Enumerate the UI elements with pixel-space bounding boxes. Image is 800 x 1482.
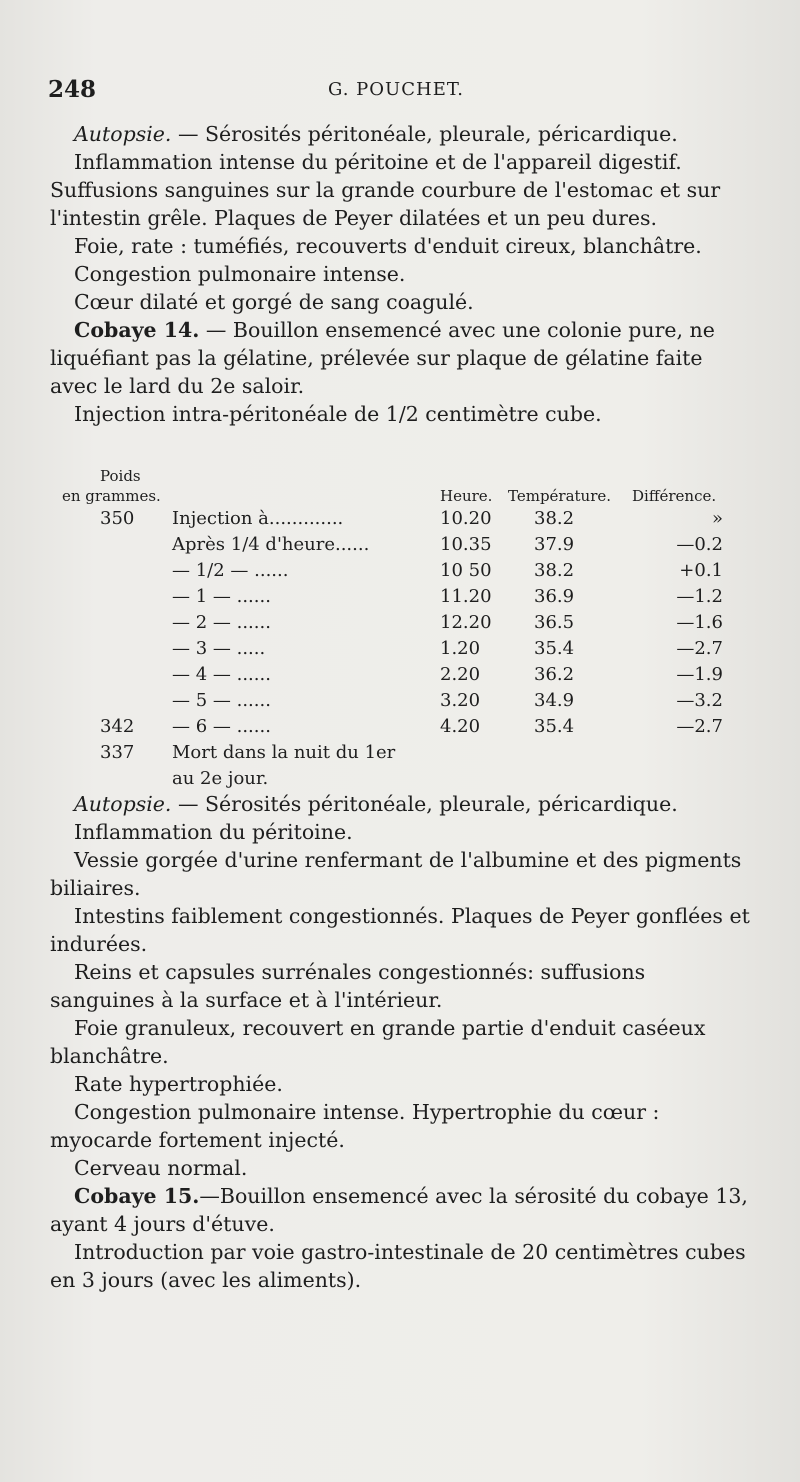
autopsy-label: Autopsie.: [74, 792, 172, 816]
temperature-cell: 36.9: [534, 586, 575, 607]
description-cell: — 6 — ......: [172, 716, 271, 737]
difference-cell: —1.9: [676, 664, 723, 685]
temperature-table: [62, 462, 742, 792]
autopsy-text: — Sérosités péritonéale, pleurale, péricardique.: [171, 792, 678, 816]
page-header: [48, 76, 760, 106]
table-row: [62, 532, 742, 558]
hour-cell: 11.20: [440, 586, 492, 607]
paragraph: Foie granuleux, recouvert en grande partie d'enduit caséeux blanchâtre.: [50, 1016, 706, 1068]
header-weight: Poids: [100, 467, 141, 485]
paragraph: Intestins faiblement congestionnés. Plaques de Peyer gonflées et indurées.: [50, 904, 750, 956]
description-cell: — 5 — ......: [172, 690, 271, 711]
hour-cell: 10 50: [440, 560, 492, 581]
hour-cell: 10.35: [440, 534, 492, 555]
temperature-cell: 35.4: [534, 716, 575, 737]
difference-cell: —1.2: [676, 586, 723, 607]
weight-cell: 337: [100, 742, 135, 763]
paragraph: Introduction par voie gastro-intestinale de 20 centimètres cubes en 3 jours (avec les aliments).: [50, 1240, 746, 1292]
table-row: [62, 662, 742, 688]
difference-cell: —3.2: [676, 690, 723, 711]
header-hour: Heure.: [440, 487, 493, 505]
table-row: [62, 506, 742, 532]
hour-cell: 10.20: [440, 508, 492, 529]
cobaye-paragraph: [50, 1182, 755, 1238]
autopsy-paragraph: [50, 120, 755, 148]
autopsy-text: — Sérosités péritonéale, pleurale, péricardique.: [171, 122, 678, 146]
cobaye-paragraph: [50, 316, 755, 400]
cobaye-label: Cobaye 14.: [74, 318, 200, 342]
header-weight-unit: en grammes.: [62, 487, 161, 505]
hour-cell: 1.20: [440, 638, 481, 659]
table-body: [62, 506, 742, 792]
cobaye-text: — Bouillon ensemencé avec une colonie pure, ne liquéfiant pas la gélatine, prélevée sur plaque de gélatine faite avec le lard du 2e saloir.: [50, 318, 715, 398]
temperature-cell: 36.5: [534, 612, 575, 633]
paragraph: Inflammation intense du péritoine et de l'appareil digestif. Suffusions sanguines sur la grande courbure de l'estomac et sur l'intestin grêle. Plaques de Peyer dilatées et un peu dures.: [50, 150, 721, 230]
description-cell: — 4 — ......: [172, 664, 271, 685]
cobaye-label: Cobaye 15.: [74, 1184, 200, 1208]
page-number: 248: [48, 76, 97, 103]
description-cell: au 2e jour.: [172, 768, 269, 789]
description-cell: — 1/2 — ......: [172, 560, 289, 581]
hour-cell: 4.20: [440, 716, 481, 737]
weight-cell: 342: [100, 716, 135, 737]
temperature-cell: 38.2: [534, 560, 575, 581]
description-cell: Après 1/4 d'heure......: [172, 534, 370, 555]
table-row: [62, 688, 742, 714]
header-temperature: Température.: [508, 487, 612, 505]
autopsy-paragraph: [50, 790, 755, 818]
table-row: [62, 714, 742, 740]
description-cell: — 1 — ......: [172, 586, 271, 607]
temperature-cell: 34.9: [534, 690, 575, 711]
running-head: G. POUCHET.: [328, 79, 464, 100]
hour-cell: 3.20: [440, 690, 481, 711]
difference-cell: —2.7: [676, 638, 723, 659]
paragraph: Congestion pulmonaire intense. Hypertrophie du cœur : myocarde fortement injecté.: [50, 1100, 660, 1152]
hour-cell: 2.20: [440, 664, 481, 685]
difference-cell: —1.6: [676, 612, 723, 633]
temperature-cell: 36.2: [534, 664, 575, 685]
weight-cell: 350: [100, 508, 135, 529]
description-cell: Mort dans la nuit du 1er: [172, 742, 396, 763]
difference-cell: —0.2: [676, 534, 723, 555]
paragraph: Injection intra-péritonéale de 1/2 centimètre cube.: [74, 402, 602, 426]
paragraph: Foie, rate : tuméfiés, recouverts d'enduit cireux, blanchâtre.: [74, 234, 702, 258]
paragraph: Vessie gorgée d'urine renfermant de l'albumine et des pigments biliaires.: [50, 848, 742, 900]
temperature-cell: 38.2: [534, 508, 575, 529]
section-1: [50, 120, 755, 428]
hour-cell: 12.20: [440, 612, 492, 633]
paragraph: Cœur dilaté et gorgé de sang coagulé.: [74, 290, 474, 314]
difference-cell: »: [711, 508, 723, 529]
description-cell: Injection à.............: [172, 508, 344, 529]
table-row: [62, 740, 742, 766]
description-cell: — 2 — ......: [172, 612, 271, 633]
paragraph: Reins et capsules surrénales congestionnés: suffusions sanguines à la surface et à l'intérieur.: [50, 960, 646, 1012]
table-row: [62, 558, 742, 584]
table-row: [62, 584, 742, 610]
paragraph: Rate hypertrophiée.: [74, 1072, 283, 1096]
table-row: [62, 610, 742, 636]
description-cell: — 3 — .....: [172, 638, 266, 659]
autopsy-label: Autopsie.: [74, 122, 172, 146]
header-difference: Différence.: [632, 487, 717, 505]
temperature-cell: 37.9: [534, 534, 575, 555]
temperature-cell: 35.4: [534, 638, 575, 659]
cobaye-text: —Bouillon ensemencé avec la sérosité du cobaye 13, ayant 4 jours d'étuve.: [50, 1184, 748, 1236]
difference-cell: +0.1: [679, 560, 723, 581]
table-row: [62, 636, 742, 662]
section-2: [50, 790, 755, 1294]
paragraph: Cerveau normal.: [74, 1156, 248, 1180]
paragraph: Inflammation du péritoine.: [74, 820, 353, 844]
paragraph: Congestion pulmonaire intense.: [74, 262, 406, 286]
table-row: [62, 766, 742, 792]
difference-cell: —2.7: [676, 716, 723, 737]
table-header: [62, 462, 742, 506]
